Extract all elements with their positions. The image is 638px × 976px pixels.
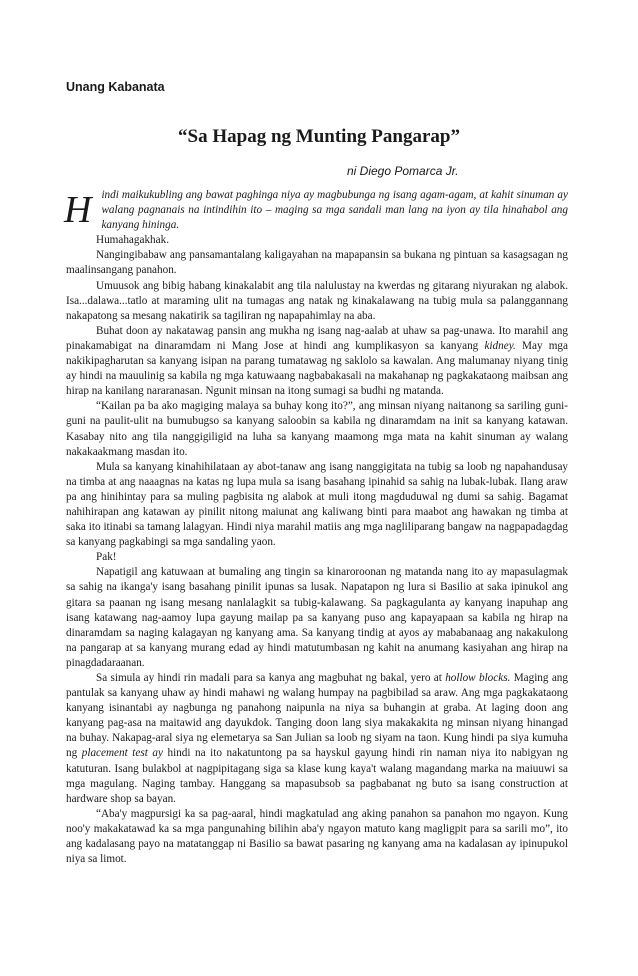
paragraph-text: hindi na ito nakatuntong pa sa hayskul gayung hindi rin naman niya ito nabigyan ng katuturan. Isang bulakbol at nagpipitagang siga sa klase kung kaya't walang magandang marka na maiuuwi sa mga magulang. Naging tambay. Hanggang sa mapasubsob sa pagbabanat ng buto sa isang construction at hardware shop sa bayan. [66, 747, 568, 805]
paragraph: Nangingibabaw ang pansamantalang kaligayahan na mapapansin sa bukana ng pintuan sa kasagsagan ng maalinsangang panahon. [66, 249, 568, 277]
emphasis-text: hollow blocks. [445, 672, 511, 684]
paragraph: “Kailan pa ba ako magiging malaya sa buhay kong ito?”, ang minsan niyang naitanong sa sariling guni-guni na paulit-ulit na bumubugso sa kanyang saloobin sa kabila ng dinaramdam na init sa kanyang katawan. Kasabay nito ang tila nanggigiligid na luha sa kanyang maamong mga mata na kahit sinuman ay walang nakakaakmang masdan ito. [66, 400, 568, 458]
drop-cap: H [64, 189, 92, 231]
intro-paragraph [66, 188, 568, 233]
paragraph-text: Buhat doon ay nakatawag pansin ang mukha ng isang nag-aalab at uhaw sa pag-unawa. Ito marahil ang pinakamabigat na dinaramdam ni Mang Jose at hindi ang kumplikasyon sa kanyang [66, 324, 568, 352]
chapter-title: “Sa Hapag ng Munting Pangarap” [178, 126, 460, 147]
paragraph: “Aba'y magpursigi ka sa pag-aaral, hindi magkatulad ang aking panahon sa panahon mo ngayon. Kung noo'y makakatawad ka sa mga pangunahing bilihin aba'y ngayon matuto kang magligpit para sa sarili mo”, ito ang kadalasang payo na matatanggap ni Basilio sa bawat pasaring ng kanyang ama na kadalasan ay ipinupukol niya sa limot. [66, 807, 568, 866]
emphasis-text: kidney. [484, 339, 516, 352]
paragraph: Mula sa kanyang kinahihilataan ay abot-tanaw ang isang nanggigitata na tubig sa loob ng napahandusay na timba at ang naaagnas na katas ng lupa mula sa isang basahang ipinahid sa sahig na lubak-lubak. Ilang araw pa ang hinihintay para sa muling pagbisita ng alabok at muli itong magduduwal ng dumi sa sahig. Bagamat nahihirapan ang katawan ay pinilit nitong maiunat ang kaliwang binti para maabot ang hawakan ng timba at saka ito itinabi sa tamang lalagyan. Hindi niya marahil matiis ang mga nagliliparang bangaw na nagpapadagdag sa kanyang pagkabingi sa mga sandaling yaon. [66, 460, 568, 549]
paragraph-text: May mga nakikipagharutan sa kanyang isipan na parang tumatawag ng saklolo sa kawalan. Ang malumanay niyang tinig ay hindi na mauulinig sa kabila ng mga katuwaang nagbabakasali na makahanap ng pagkakataong maibsan ang hirap na kanilang nararanasan. Ngunit minsan na itong sumagi sa budhi ng matanda. [66, 339, 568, 398]
chapter-body [66, 188, 568, 867]
paragraph: Pak! [96, 551, 117, 564]
chapter-label: Unang Kabanata [66, 80, 165, 94]
author-byline: ni Diego Pomarca Jr. [347, 164, 459, 178]
paragraph: Napatigil ang katuwaan at bumaling ang tingin sa kinaroroonan ng matanda nang ito ay mapasulagmak sa sahig na ikanga'y isang basahang pinilit ipunas sa lusak. Napatapon ng lura si Basilio at saka ipinukol ang gitara sa paanan ng isang mesang nanlalagkit sa tubig-kalawang. Sa pagkagulanta ay kanyang inapuhap ang isang katawang nag-aamoy lupa gayung mailap pa sa kanyang puso ang kapayapaan sa kabila ng hirap na dinaramdam sa naging kalagayan ng kanyang ama. Sa kanyang tindig at ayos ay mababanaag ang nakakulong na pangarap at sa kanyang murang edad ay hindi matutumbasan ng kahit na anumang kasiyahan ang hirap na pinagdadaraanan. [66, 566, 568, 669]
paragraph-text: Maging ang pantulak sa kanyang uhaw ay hindi mahawi ng walang humpay na pagbibilad sa araw. Ang mga pagkakataong kanyang isinantabi ay nagbunga ng panahong naipunla na niya sa buhangin at graba. At laging doon ang kanyang pag-asa na maitawid ang dayukdok. Tanging doon lang siya makakakita ng minsan niyang hinangad na buhay. Nakapag-aral siya ng elemetarya sa San Julian sa loob ng siyam na taon. Kung hindi pa siya kumuha ng [66, 672, 568, 760]
paragraph [66, 671, 568, 807]
intro-text: indi maikukubling ang bawat paghinga niya ay magbubunga ng isang agam-agam, at kahit sinuman ay walang pagnanais na intindihin ito – maging sa mga sandali man lang na iyon ay tila hinahabol ang kanyang hininga. [101, 189, 568, 232]
paragraph [66, 324, 568, 399]
paragraph-text: Sa simula ay hindi rin madali para sa kanya ang magbuhat ng bakal, yero at [96, 672, 446, 684]
paragraph: Umuusok ang bibig habang kinakalabit ang tila nalulustay na kwerdas ng gitarang niyurakan ng alabok. Isa...dalawa...tatlo at maraming ulit na tumagas ang natak ng kinakalawang na tubig mula sa palanggannang nakapatong sa mesang nakatirik sa tagiliran ng napapahimlay na aba. [66, 279, 568, 322]
emphasis-text: placement test ay [81, 747, 163, 760]
paragraph: Humahagakhak. [96, 234, 170, 247]
